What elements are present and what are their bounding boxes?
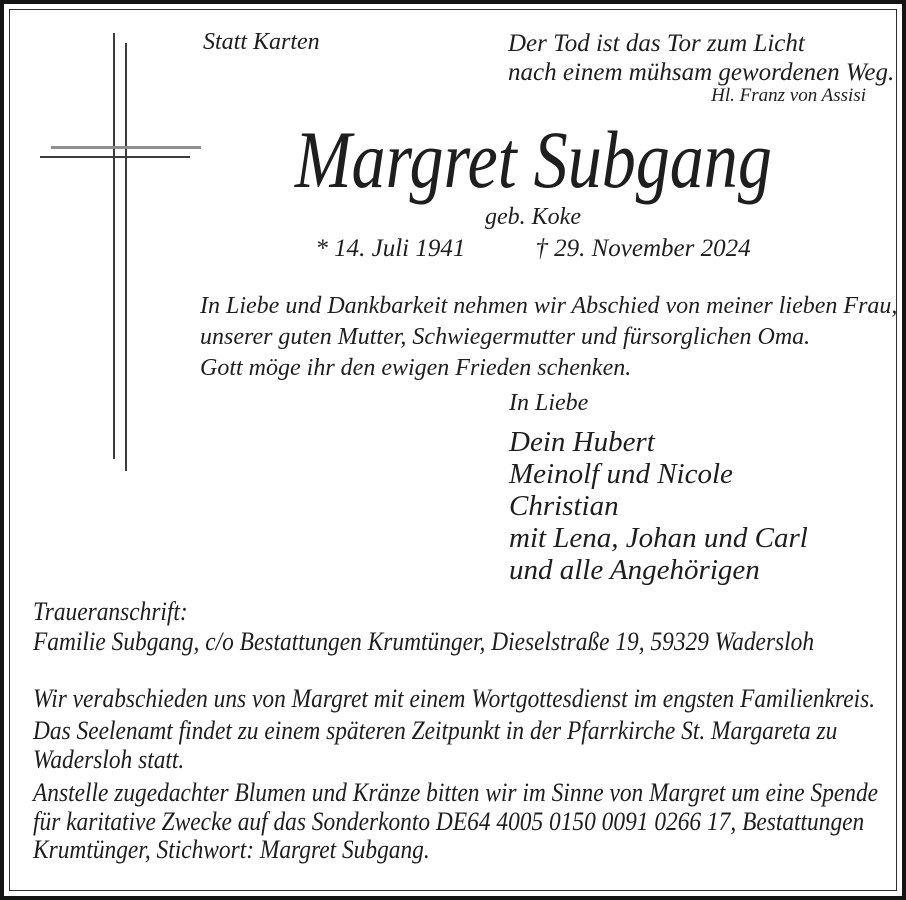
mourners-list [509, 426, 808, 586]
mourner-line: mit Lena, Johan und Carl [509, 522, 808, 554]
maiden-name: geb. Koke [485, 204, 581, 230]
cross-horizontal-line-gray [51, 146, 201, 149]
donation-line-2: für karitative Zwecke auf das Sonderkonto DE64 4005 0150 0091 0266 17, Bestattungen [33, 806, 865, 836]
seelenamt-line-1: Das Seelenamt findet zu einem späteren Zeitpunkt in der Pfarrkirche St. Margareta zu [33, 716, 838, 745]
mourner-line: Meinolf und Nicole [509, 458, 733, 490]
tribute-text [200, 291, 897, 384]
deceased-name-title [200, 114, 866, 205]
condolence-address [33, 597, 814, 657]
mourners-intro: In Liebe [509, 390, 589, 416]
mourner-line: Dein Hubert [509, 426, 655, 458]
epigraph-line-1: Der Tod ist das Tor zum Licht [508, 30, 805, 57]
seelenamt-line-2: Wadersloh statt. [33, 744, 185, 774]
donation-line-1: Anstelle zugedachter Blumen und Kränze bitten wir im Sinne von Margret um eine Spende [33, 778, 879, 807]
deceased-name-text: Margret Subgang [294, 114, 772, 205]
condolence-address-value: Familie Subgang, c/o Bestattungen Krumtünger, Dieselstraße 19, 59329 Wadersloh [33, 627, 815, 656]
condolence-address-label: Traueranschrift: [33, 597, 188, 626]
statt-karten-note: Statt Karten [203, 29, 320, 55]
epigraph-line-2: nach einem mühsam gewordenen Weg. [508, 59, 895, 86]
cross-horizontal-line-dark [40, 156, 190, 158]
epigraph-attribution: Hl. Franz von Assisi [711, 85, 866, 106]
birth-date: * 14. Juli 1941 [315, 235, 466, 262]
cross-vertical-line-left [113, 33, 115, 459]
donation-note [33, 779, 878, 865]
mourner-line: Christian [509, 490, 619, 522]
donation-line-3: Krumtünger, Stichwort: Margret Subgang. [33, 835, 430, 864]
mourner-line: und alle Angehörigen [509, 554, 760, 586]
life-dates [200, 235, 866, 263]
farewell-note: Wir verabschieden uns von Margret mit einem Wortgottesdienst im engsten Familienkreis. [33, 684, 876, 713]
cross-vertical-line-right [125, 43, 127, 471]
tribute-line-3: Gott möge ihr den ewigen Frieden schenken. [200, 355, 632, 381]
epigraph [508, 29, 894, 87]
death-date: † 29. November 2024 [535, 235, 751, 262]
seelenamt-note [33, 717, 837, 774]
tribute-line-2: unserer guten Mutter, Schwiegermutter und fürsorglichen Oma. [200, 324, 811, 350]
tribute-line-1: In Liebe und Dankbarkeit nehmen wir Abschied von meiner lieben Frau, [200, 293, 898, 319]
